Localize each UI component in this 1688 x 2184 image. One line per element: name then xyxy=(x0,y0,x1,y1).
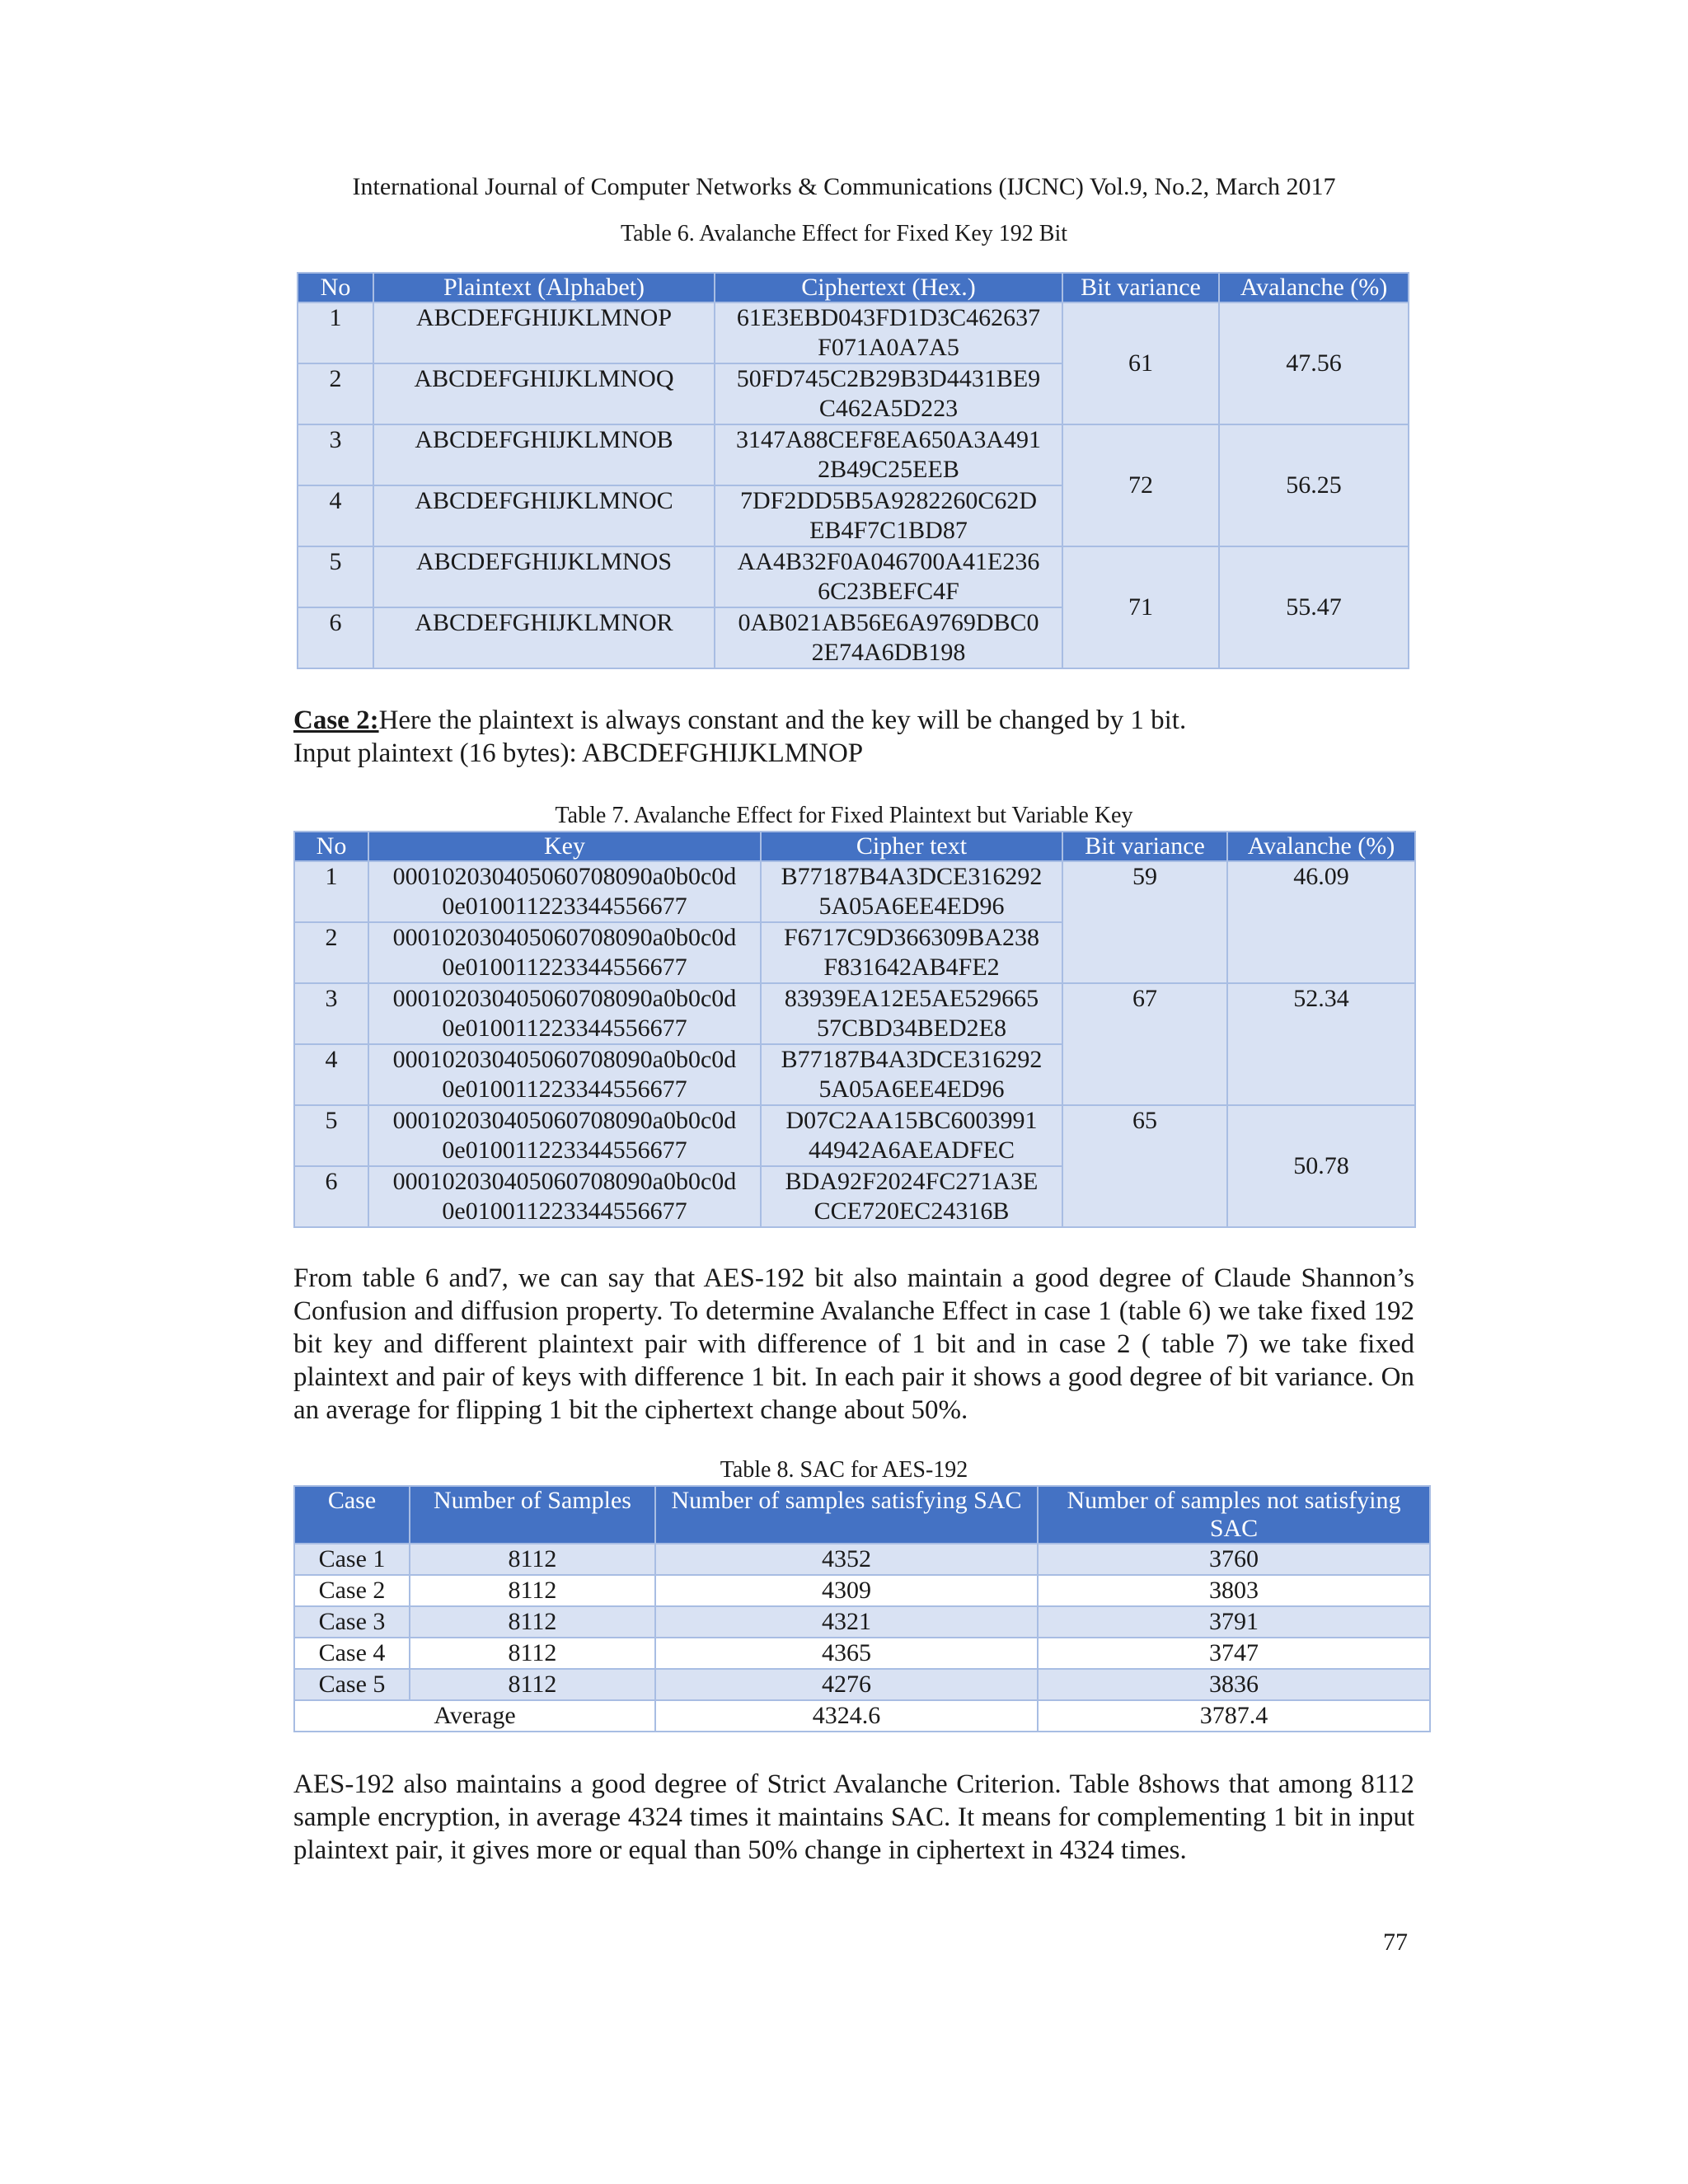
row-number: 2 xyxy=(294,922,368,983)
row-number: 2 xyxy=(298,363,373,424)
key-cell: 000102030405060708090a0b0c0d 0e010011223344556677 xyxy=(368,1166,761,1227)
samples-cell: 8112 xyxy=(410,1544,655,1575)
table7 xyxy=(293,831,1416,1228)
avalanche-cell: 50.78 xyxy=(1227,1105,1415,1227)
average-label-cell: Average xyxy=(294,1700,655,1732)
table-row xyxy=(294,1606,1430,1638)
table-row xyxy=(294,861,1415,922)
row-number: 1 xyxy=(298,302,373,363)
table-row xyxy=(294,1105,1415,1166)
row-number: 1 xyxy=(294,861,368,922)
ciphertext-cell: 50FD745C2B29B3D4431BE9 C462A5D223 xyxy=(715,363,1062,424)
satisfying-cell: 4276 xyxy=(655,1669,1038,1700)
plaintext-cell: ABCDEFGHIJKLMNOR xyxy=(373,607,715,668)
row-number: 5 xyxy=(298,546,373,607)
average-not-satisfying-cell: 3787.4 xyxy=(1038,1700,1430,1732)
satisfying-cell: 4309 xyxy=(655,1575,1038,1606)
table8 xyxy=(293,1485,1431,1732)
ciphertext-cell: B77187B4A3DCE316292 5A05A6EE4ED96 xyxy=(761,861,1062,922)
case-cell: Case 2 xyxy=(294,1575,410,1606)
table-row xyxy=(294,983,1415,1044)
case2-label: Case 2: xyxy=(293,705,379,735)
table-row xyxy=(294,1638,1430,1669)
ciphertext-cell: B77187B4A3DCE316292 5A05A6EE4ED96 xyxy=(761,1044,1062,1105)
plaintext-cell: ABCDEFGHIJKLMNOB xyxy=(373,424,715,485)
table7-header-bit-variance: Bit variance xyxy=(1062,832,1227,861)
table6-header-plaintext: Plaintext (Alphabet) xyxy=(373,273,715,302)
satisfying-cell: 4365 xyxy=(655,1638,1038,1669)
ciphertext-cell: 61E3EBD043FD1D3C462637 F071A0A7A5 xyxy=(715,302,1062,363)
ciphertext-cell: D07C2AA15BC6003991 44942A6AEADFEC xyxy=(761,1105,1062,1166)
case2-text: Here the plaintext is always constant and the key will be changed by 1 bit. xyxy=(378,705,1187,735)
bit-variance-cell: 72 xyxy=(1062,424,1219,546)
bit-variance-cell: 59 xyxy=(1062,861,1227,983)
satisfying-cell: 4321 xyxy=(655,1606,1038,1638)
table8-header-satisfying: Number of samples satisfying SAC xyxy=(655,1486,1038,1544)
not-satisfying-cell: 3836 xyxy=(1038,1669,1430,1700)
table6-header-no: No xyxy=(298,273,373,302)
table6-header-ciphertext: Ciphertext (Hex.) xyxy=(715,273,1062,302)
table8-caption: Table 8. SAC for AES-192 xyxy=(720,1457,968,1483)
samples-cell: 8112 xyxy=(410,1606,655,1638)
case2-input-line: Input plaintext (16 bytes): ABCDEFGHIJKLMNOP xyxy=(293,738,864,768)
avalanche-cell: 56.25 xyxy=(1219,424,1409,546)
body-paragraph-1: From table 6 and7, we can say that AES-192 bit also maintain a good degree of Claude Shannon’s Confusion and diffusion property. To determine Avalanche Effect in case 1 (table 6) we take fixed 192 bit key and different plaintext pair with difference of 1 bit and in case 2 ( table 7) we take fixed plaintext and pair of keys with difference 1 bit. In each pair it shows a good degree of bit variance. On an average for flipping 1 bit the ciphertext change about 50%. xyxy=(293,1263,1414,1425)
table7-header-key: Key xyxy=(368,832,761,861)
body-paragraph-2: AES-192 also maintains a good degree of Strict Avalanche Criterion. Table 8shows that among 8112 sample encryption, in average 4324 times it maintains SAC. It means for complementing 1 bit in input plaintext pair, it gives more or equal than 50% change in ciphertext in 4324 times. xyxy=(293,1769,1414,1865)
case2-paragraph xyxy=(293,704,1414,737)
case-cell: Case 5 xyxy=(294,1669,410,1700)
table7-header-no: No xyxy=(294,832,368,861)
row-number: 4 xyxy=(294,1044,368,1105)
bit-variance-cell: 65 xyxy=(1062,1105,1227,1227)
table-row xyxy=(298,424,1409,485)
key-cell: 000102030405060708090a0b0c0d 0e010011223344556677 xyxy=(368,1105,761,1166)
page-number: 77 xyxy=(1383,1929,1408,1956)
ciphertext-cell: 3147A88CEF8EA650A3A491 2B49C25EEB xyxy=(715,424,1062,485)
plaintext-cell: ABCDEFGHIJKLMNOQ xyxy=(373,363,715,424)
ciphertext-cell: 0AB021AB56E6A9769DBC0 2E74A6DB198 xyxy=(715,607,1062,668)
samples-cell: 8112 xyxy=(410,1575,655,1606)
plaintext-cell: ABCDEFGHIJKLMNOC xyxy=(373,485,715,546)
avalanche-cell: 55.47 xyxy=(1219,546,1409,668)
table7-header-avalanche: Avalanche (%) xyxy=(1227,832,1415,861)
not-satisfying-cell: 3791 xyxy=(1038,1606,1430,1638)
bit-variance-cell: 71 xyxy=(1062,546,1219,668)
row-number: 3 xyxy=(294,983,368,1044)
row-number: 6 xyxy=(298,607,373,668)
ciphertext-cell: BDA92F2024FC271A3E CCE720EC24316B xyxy=(761,1166,1062,1227)
ciphertext-cell: F6717C9D366309BA238 F831642AB4FE2 xyxy=(761,922,1062,983)
not-satisfying-cell: 3803 xyxy=(1038,1575,1430,1606)
key-cell: 000102030405060708090a0b0c0d 0e010011223344556677 xyxy=(368,1044,761,1105)
table-row xyxy=(294,1575,1430,1606)
table-row-average xyxy=(294,1700,1430,1732)
samples-cell: 8112 xyxy=(410,1669,655,1700)
avalanche-cell: 52.34 xyxy=(1227,983,1415,1105)
key-cell: 000102030405060708090a0b0c0d 0e010011223344556677 xyxy=(368,983,761,1044)
table-row xyxy=(298,302,1409,363)
not-satisfying-cell: 3747 xyxy=(1038,1638,1430,1669)
case-cell: Case 4 xyxy=(294,1638,410,1669)
table8-header-not-satisfying: Number of samples not satisfying SAC xyxy=(1038,1486,1430,1544)
key-cell: 000102030405060708090a0b0c0d 0e010011223344556677 xyxy=(368,922,761,983)
satisfying-cell: 4352 xyxy=(655,1544,1038,1575)
average-satisfying-cell: 4324.6 xyxy=(655,1700,1038,1732)
table8-header-samples: Number of Samples xyxy=(410,1486,655,1544)
table7-header-ciphertext: Cipher text xyxy=(761,832,1062,861)
row-number: 4 xyxy=(298,485,373,546)
case-cell: Case 1 xyxy=(294,1544,410,1575)
table-row xyxy=(294,1544,1430,1575)
avalanche-cell: 46.09 xyxy=(1227,861,1415,983)
plaintext-cell: ABCDEFGHIJKLMNOP xyxy=(373,302,715,363)
table6-caption: Table 6. Avalanche Effect for Fixed Key 192 Bit xyxy=(620,221,1068,246)
table7-caption: Table 7. Avalanche Effect for Fixed Plaintext but Variable Key xyxy=(555,803,1133,828)
case-cell: Case 3 xyxy=(294,1606,410,1638)
ciphertext-cell: 7DF2DD5B5A9282260C62D EB4F7C1BD87 xyxy=(715,485,1062,546)
journal-header: International Journal of Computer Networks & Communications (IJCNC) Vol.9, No.2, March 2017 xyxy=(352,173,1336,200)
row-number: 6 xyxy=(294,1166,368,1227)
table-row xyxy=(298,546,1409,607)
bit-variance-cell: 67 xyxy=(1062,983,1227,1105)
table6-header-avalanche: Avalanche (%) xyxy=(1219,273,1409,302)
not-satisfying-cell: 3760 xyxy=(1038,1544,1430,1575)
ciphertext-cell: AA4B32F0A046700A41E236 6C23BEFC4F xyxy=(715,546,1062,607)
row-number: 3 xyxy=(298,424,373,485)
table8-header-case: Case xyxy=(294,1486,410,1544)
avalanche-cell: 47.56 xyxy=(1219,302,1409,424)
samples-cell: 8112 xyxy=(410,1638,655,1669)
table-row xyxy=(294,1669,1430,1700)
key-cell: 000102030405060708090a0b0c0d 0e010011223344556677 xyxy=(368,861,761,922)
table6-header-bit-variance: Bit variance xyxy=(1062,273,1219,302)
row-number: 5 xyxy=(294,1105,368,1166)
table6 xyxy=(297,272,1409,669)
plaintext-cell: ABCDEFGHIJKLMNOS xyxy=(373,546,715,607)
bit-variance-cell: 61 xyxy=(1062,302,1219,424)
ciphertext-cell: 83939EA12E5AE529665 57CBD34BED2E8 xyxy=(761,983,1062,1044)
